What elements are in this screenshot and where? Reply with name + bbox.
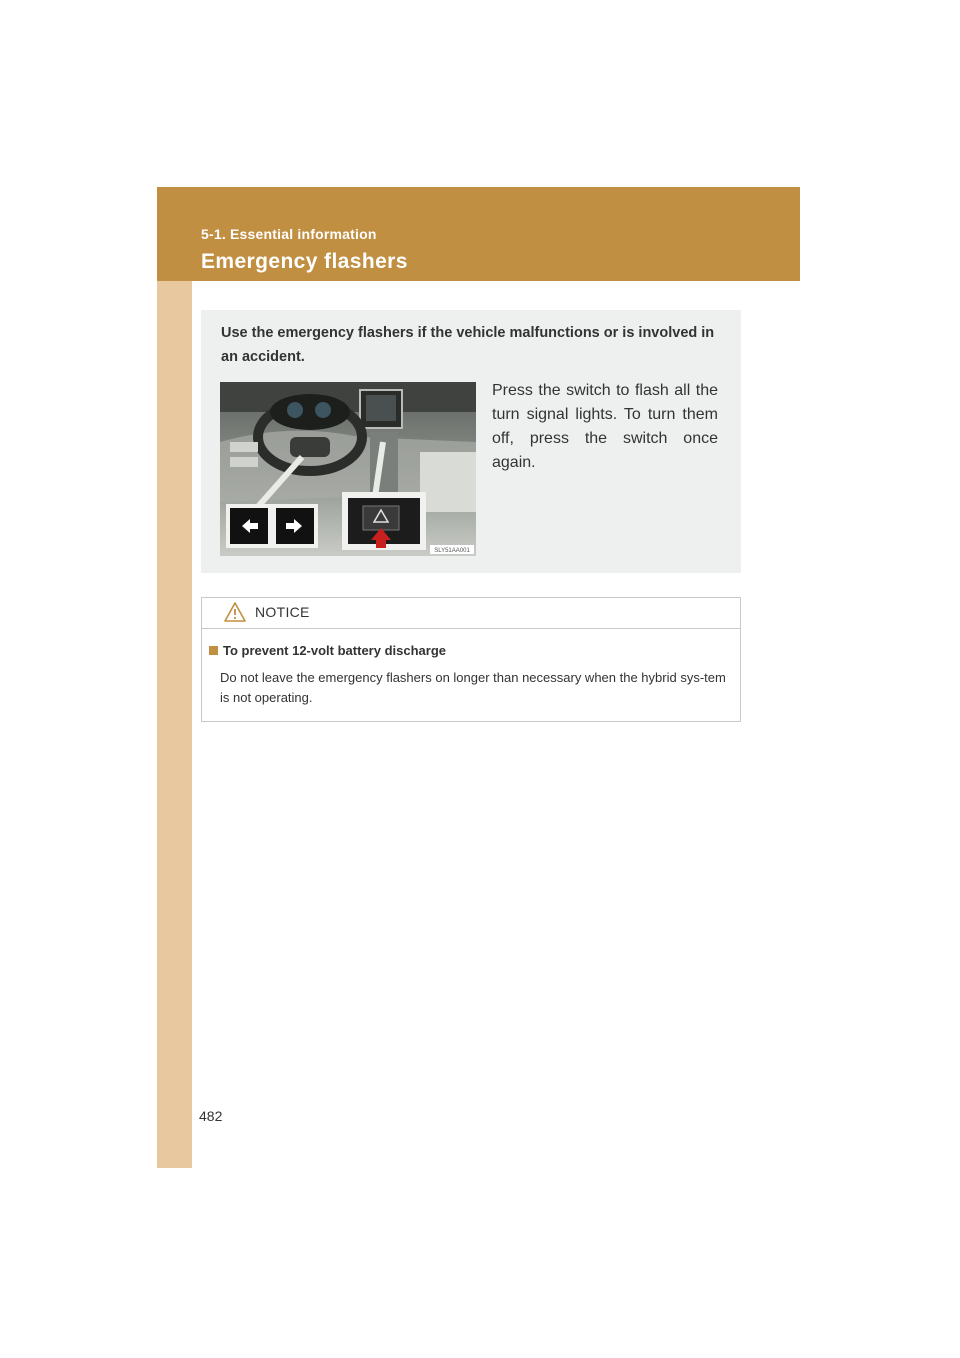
section-label: 5-1. Essential information xyxy=(201,226,377,242)
page-title: Emergency flashers xyxy=(201,250,408,273)
notice-heading-text: To prevent 12-volt battery discharge xyxy=(223,643,446,658)
notice-box xyxy=(201,597,741,722)
bullet-square-icon xyxy=(209,646,218,655)
intro-text: Use the emergency flashers if the vehicle malfunctions or is involved in an accident. xyxy=(221,325,715,365)
instruction-text: Press the switch to flash all the turn signal lights. To turn them off, press the switch once again. xyxy=(492,382,718,471)
notice-body: Do not leave the emergency flashers on longer than necessary when the hybrid sys-tem is not operating. xyxy=(220,670,726,705)
notice-label: NOTICE xyxy=(255,604,310,620)
notice-heading xyxy=(209,643,446,658)
image-code: SLY51AA001 xyxy=(434,548,470,554)
intro-panel xyxy=(201,310,741,573)
page-number: 482 xyxy=(199,1108,223,1124)
warning-triangle-icon xyxy=(224,602,246,622)
dashboard-illustration xyxy=(220,382,476,556)
left-margin-strip xyxy=(157,187,192,1168)
notice-header xyxy=(202,598,740,629)
